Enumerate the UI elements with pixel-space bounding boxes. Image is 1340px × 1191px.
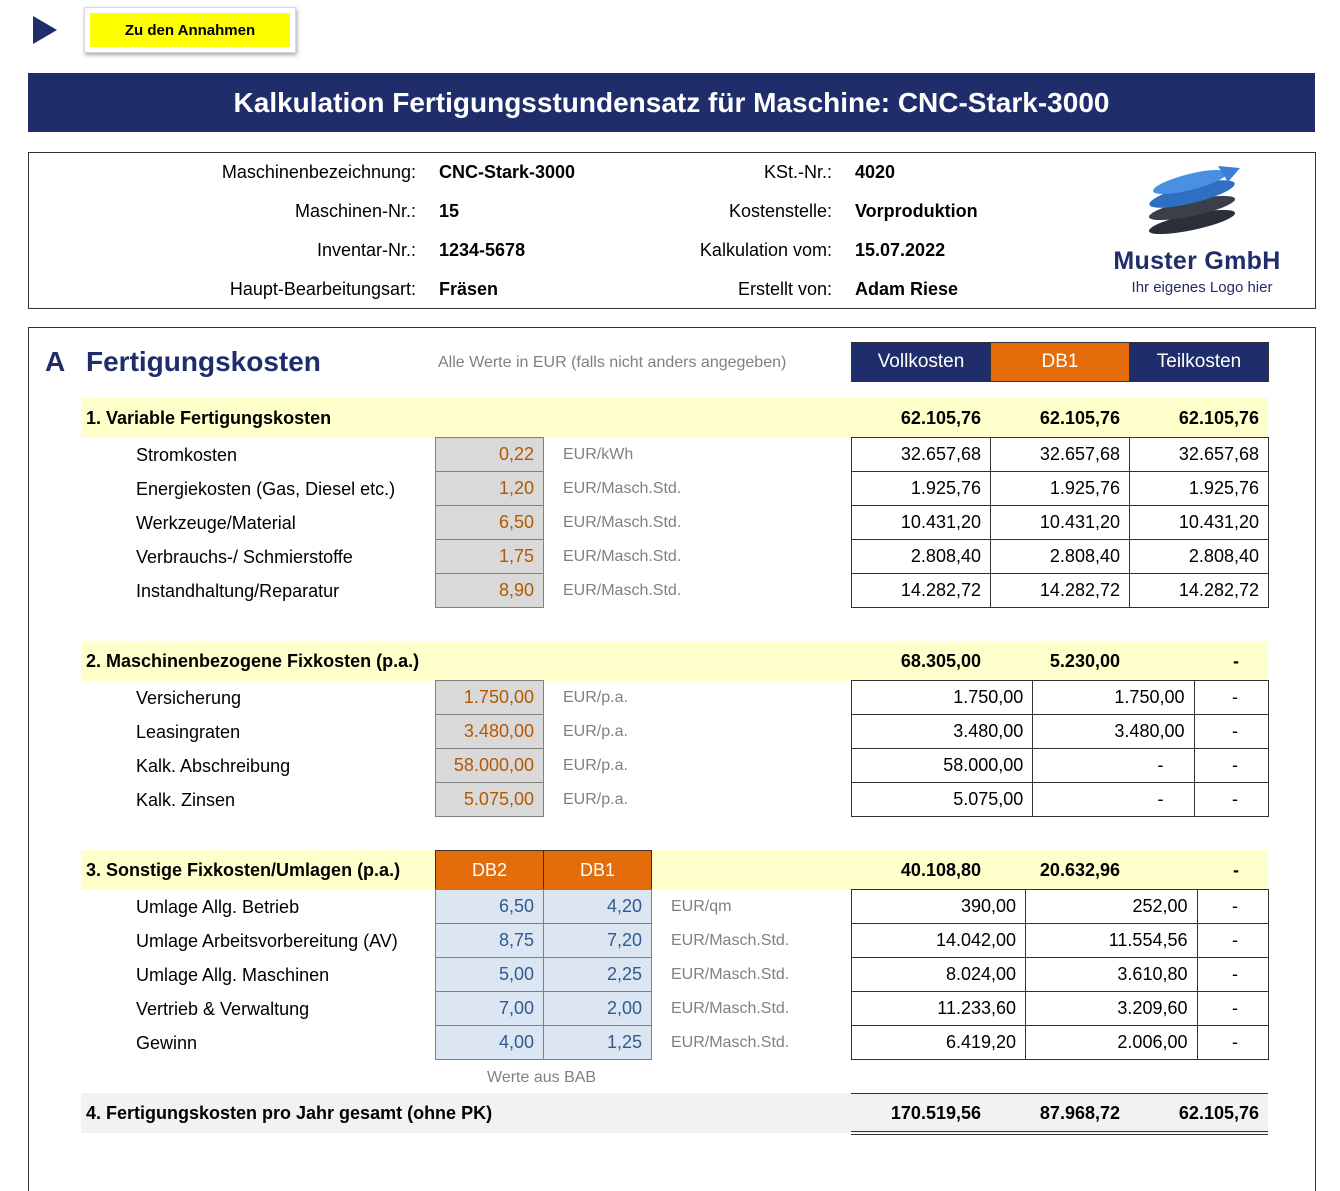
section-note: Alle Werte in EUR (falls nicht anders angegeben): [438, 354, 787, 371]
value-cell: 390,00: [852, 890, 1026, 924]
unit-label: EUR/Masch.Std.: [563, 548, 682, 565]
value-cell: -: [1033, 783, 1194, 817]
value-cell: 3.480,00: [1033, 715, 1194, 749]
unit-label: EUR/Masch.Std.: [671, 966, 790, 983]
value-cell: 8.024,00: [852, 958, 1026, 992]
value-cell: 14.042,00: [852, 924, 1026, 958]
table-row: [852, 783, 1269, 817]
input-cell[interactable]: 1.750,00: [435, 680, 544, 715]
total-vollkosten: 170.519,56: [890, 1103, 981, 1123]
table-row: [852, 890, 1269, 924]
db2-input-cell[interactable]: 5,00: [435, 957, 544, 992]
table-row: [852, 681, 1269, 715]
table-row: [852, 506, 1269, 540]
group1-total-db1: 62.105,76: [1039, 408, 1120, 428]
unit-label: EUR/qm: [671, 898, 732, 915]
table-row: [852, 574, 1269, 608]
value-cell: 14.282,72: [852, 574, 991, 608]
value-cell: 32.657,68: [852, 438, 991, 472]
table-row: [852, 715, 1269, 749]
value-cell: 3.480,00: [852, 715, 1033, 749]
row-label: Verbrauchs-/ Schmierstoffe: [136, 547, 353, 567]
info-label: Inventar-Nr.:: [316, 240, 416, 260]
value-cell: -: [1197, 890, 1269, 924]
total-top-border: [851, 1093, 1268, 1094]
created-by-value[interactable]: Adam Riese: [855, 279, 959, 299]
group1-title: 1. Variable Fertigungskosten: [86, 408, 332, 428]
value-cell: 5.075,00: [852, 783, 1033, 817]
value-cell: 1.750,00: [1033, 681, 1194, 715]
row-label: Instandhaltung/Reparatur: [136, 581, 340, 601]
header-vollkosten: Vollkosten: [851, 342, 991, 382]
group1-total-teilkosten: 62.105,76: [1178, 408, 1259, 428]
play-icon[interactable]: [33, 16, 57, 44]
db2-input-cell[interactable]: 8,75: [435, 923, 544, 958]
info-label: Haupt-Bearbeitungsart:: [229, 279, 416, 299]
input-cell[interactable]: 1,75: [435, 539, 544, 574]
cost-center-value[interactable]: Vorproduktion: [855, 201, 978, 221]
value-cell: -: [1197, 1026, 1269, 1060]
value-cell: 1.925,76: [1130, 472, 1269, 506]
value-cell: 11.233,60: [852, 992, 1026, 1026]
value-cell: 32.657,68: [1130, 438, 1269, 472]
value-cell: 58.000,00: [852, 749, 1033, 783]
input-cell[interactable]: 8,90: [435, 573, 544, 608]
value-cell: 2.808,40: [1130, 540, 1269, 574]
row-label: Werkzeuge/Material: [136, 513, 296, 533]
row-label: Stromkosten: [136, 445, 238, 465]
value-cell: -: [1194, 749, 1269, 783]
section-letter: A: [45, 346, 66, 377]
group2-values-table: [851, 680, 1269, 817]
value-cell: -: [1197, 992, 1269, 1026]
info-label: Kalkulation vom:: [699, 240, 832, 260]
row-label: Vertrieb & Verwaltung: [136, 999, 310, 1019]
db1-input-cell[interactable]: 7,20: [543, 923, 652, 958]
value-cell: 14.282,72: [1130, 574, 1269, 608]
group2-total-db1: 5.230,00: [1049, 651, 1120, 671]
value-cell: -: [1197, 958, 1269, 992]
total-teilkosten: 62.105,76: [1178, 1103, 1259, 1123]
unit-label: EUR/p.a.: [563, 723, 628, 740]
value-cell: 32.657,68: [991, 438, 1130, 472]
group1-total-vollkosten: 62.105,76: [900, 408, 981, 428]
value-cell: 2.808,40: [852, 540, 991, 574]
value-cell: -: [1033, 749, 1194, 783]
value-cell: 2.006,00: [1026, 1026, 1197, 1060]
value-cell: 11.554,56: [1026, 924, 1197, 958]
input-cell[interactable]: 58.000,00: [435, 748, 544, 783]
value-cell: 10.431,20: [852, 506, 991, 540]
value-cell: -: [1197, 924, 1269, 958]
group2-title: 2. Maschinenbezogene Fixkosten (p.a.): [86, 651, 420, 671]
unit-label: EUR/kWh: [563, 446, 634, 463]
db2-input-cell[interactable]: 6,50: [435, 889, 544, 924]
input-cell[interactable]: 3.480,00: [435, 714, 544, 749]
row-label: Energiekosten (Gas, Diesel etc.): [136, 479, 396, 499]
table-row: [852, 540, 1269, 574]
value-cell: 10.431,20: [991, 506, 1130, 540]
total-double-underline: [851, 1134, 1268, 1135]
db1-input-cell[interactable]: 4,20: [543, 889, 652, 924]
total-title: 4. Fertigungskosten pro Jahr gesamt (ohne PK): [86, 1103, 493, 1123]
value-cell: 3.610,80: [1026, 958, 1197, 992]
page-title: Kalkulation Fertigungsstundensatz für Maschine: CNC-Stark-3000: [28, 73, 1315, 132]
table-row: [852, 992, 1269, 1026]
info-label: Kostenstelle:: [728, 201, 832, 221]
unit-label: EUR/p.a.: [563, 791, 628, 808]
info-label: KSt.-Nr.:: [763, 162, 832, 182]
group2-total-teilkosten: -: [1233, 651, 1239, 671]
logo-company-name: Muster GmbH: [1113, 247, 1281, 275]
value-cell: 14.282,72: [991, 574, 1130, 608]
input-cell[interactable]: 1,20: [435, 471, 544, 506]
header-db1: DB1: [990, 342, 1130, 382]
header-db1-sub: DB1: [543, 850, 652, 890]
db2-input-cell[interactable]: 4,00: [435, 1025, 544, 1060]
value-cell: 252,00: [1026, 890, 1197, 924]
unit-label: EUR/Masch.Std.: [671, 1034, 790, 1051]
group3-total-teilkosten: -: [1233, 860, 1239, 880]
input-cell[interactable]: 6,50: [435, 505, 544, 540]
row-label: Umlage Arbeitsvorbereitung (AV): [136, 931, 398, 951]
table-row: [852, 924, 1269, 958]
table-row: [852, 438, 1269, 472]
unit-label: EUR/Masch.Std.: [563, 514, 682, 531]
unit-label: EUR/Masch.Std.: [563, 582, 682, 599]
group2-total-vollkosten: 68.305,00: [900, 651, 981, 671]
table-row: [852, 1026, 1269, 1060]
value-cell: 3.209,60: [1026, 992, 1197, 1026]
row-label: Versicherung: [136, 688, 242, 708]
group1-values-table: [851, 437, 1269, 608]
input-cell[interactable]: 0,22: [435, 437, 544, 472]
db1-input-cell[interactable]: 2,00: [543, 991, 652, 1026]
logo-tagline: Ihr eigenes Logo hier: [1131, 279, 1273, 296]
info-label: Erstellt von:: [737, 279, 832, 299]
machine-name-value[interactable]: CNC-Stark-3000: [439, 162, 576, 182]
row-label: Umlage Allg. Maschinen: [136, 965, 330, 985]
value-cell: 1.925,76: [852, 472, 991, 506]
value-cell: -: [1194, 783, 1269, 817]
unit-label: EUR/Masch.Std.: [563, 480, 682, 497]
total-double-underline: [851, 1131, 1268, 1132]
unit-label: EUR/p.a.: [563, 757, 628, 774]
table-row: [852, 749, 1269, 783]
total-db1: 87.968,72: [1039, 1103, 1120, 1123]
info-label: Maschinenbezeichnung:: [221, 162, 416, 182]
unit-label: EUR/Masch.Std.: [671, 932, 790, 949]
row-label: Gewinn: [136, 1033, 198, 1053]
value-cell: 6.419,20: [852, 1026, 1026, 1060]
group3-title: 3. Sonstige Fixkosten/Umlagen (p.a.): [86, 860, 401, 880]
row-label: Kalk. Abschreibung: [136, 756, 291, 776]
header-db2: DB2: [435, 850, 544, 890]
value-cell: 1.750,00: [852, 681, 1033, 715]
unit-label: EUR/p.a.: [563, 689, 628, 706]
row-label: Umlage Allg. Betrieb: [136, 897, 300, 917]
assumptions-button[interactable]: Zu den Annahmen: [90, 13, 290, 47]
assumptions-button-frame[interactable]: [84, 7, 296, 53]
value-cell: 1.925,76: [991, 472, 1130, 506]
table-row: [852, 472, 1269, 506]
group3-values-table: [851, 889, 1269, 1060]
header-teilkosten: Teilkosten: [1129, 342, 1269, 382]
bab-note: Werte aus BAB: [487, 1069, 597, 1086]
row-label: Leasingraten: [136, 722, 241, 742]
section-title: Fertigungskosten: [86, 346, 321, 377]
value-cell: -: [1194, 715, 1269, 749]
db1-input-cell[interactable]: 2,25: [543, 957, 652, 992]
input-cell[interactable]: 5.075,00: [435, 782, 544, 817]
processing-type-value[interactable]: Fräsen: [439, 279, 499, 299]
value-cell: 2.808,40: [991, 540, 1130, 574]
db2-input-cell[interactable]: 7,00: [435, 991, 544, 1026]
group3-total-db1: 20.632,96: [1039, 860, 1120, 880]
value-cell: 10.431,20: [1130, 506, 1269, 540]
cost-center-number-value[interactable]: 4020: [855, 162, 896, 182]
value-cell: -: [1194, 681, 1269, 715]
db1-input-cell[interactable]: 1,25: [543, 1025, 652, 1060]
row-label: Kalk. Zinsen: [136, 790, 236, 810]
info-label: Maschinen-Nr.:: [294, 201, 416, 221]
machine-number-value[interactable]: 15: [439, 201, 460, 221]
group3-total-vollkosten: 40.108,80: [900, 860, 981, 880]
unit-label: EUR/Masch.Std.: [671, 1000, 790, 1017]
inventory-number-value[interactable]: 1234-5678: [439, 240, 526, 260]
logo-swoosh-icon: [1100, 160, 1295, 250]
table-row: [852, 958, 1269, 992]
calculation-date-value[interactable]: 15.07.2022: [855, 240, 946, 260]
